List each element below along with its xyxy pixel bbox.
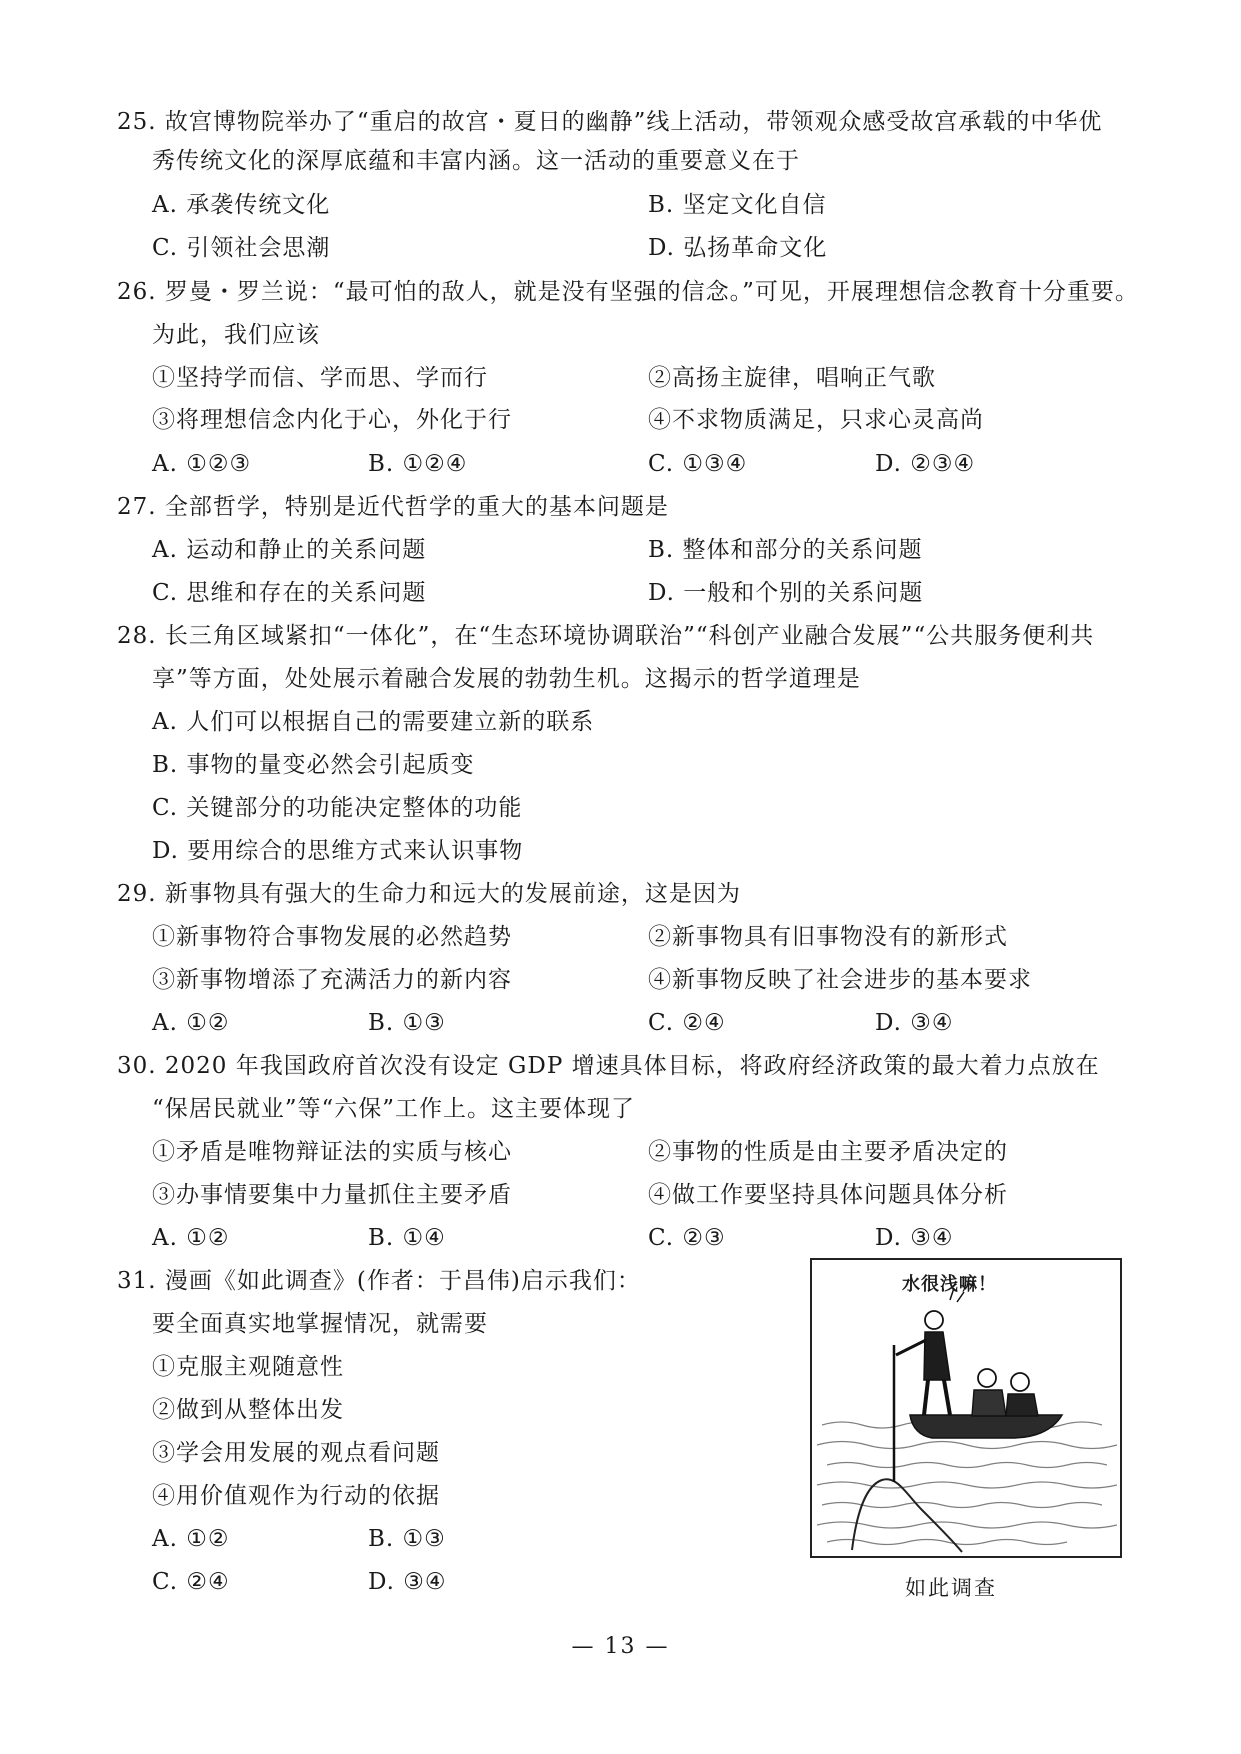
q29-item-3: ③新事物增添了充满活力的新内容 [152,967,512,993]
q30-option-d: D. ③④ [875,1225,954,1251]
q28-option-a: A. 人们可以根据自己的需要建立新的联系 [152,709,595,735]
q29-option-a: A. ①② [152,1010,230,1036]
man-legs [924,1380,950,1415]
q28-option-d: D. 要用综合的思维方式来认识事物 [152,838,524,864]
q29-stem-line1: 29. 新事物具有强大的生命力和远大的发展前途，这是因为 [117,881,741,907]
q27-option-c: C. 思维和存在的关系问题 [152,580,427,606]
q28-stem-line2: 享”等方面，处处展示着融合发展的勃勃生机。这揭示的哲学道理是 [152,666,861,692]
q25-option-d: D. 弘扬革命文化 [648,235,828,261]
q27-option-a: A. 运动和静止的关系问题 [152,537,427,563]
page-number: — 13 — [571,1634,670,1659]
q27-option-b: B. 整体和部分的关系问题 [648,537,923,563]
q30-item-4: ④做工作要坚持具体问题具体分析 [648,1182,1008,1208]
q26-item-2: ②高扬主旋律，唱响正气歌 [648,365,936,391]
q25-option-c: C. 引领社会思潮 [152,235,331,261]
q31-item-3: ③学会用发展的观点看问题 [152,1440,440,1466]
q25-stem-line2: 秀传统文化的深厚底蕴和丰富内涵。这一活动的重要意义在于 [152,148,800,174]
q26-option-c: C. ①③④ [648,451,748,477]
q30-option-c: C. ②③ [648,1225,726,1251]
seated-man-1-head [978,1369,996,1387]
q30-item-3: ③办事情要集中力量抓住主要矛盾 [152,1182,512,1208]
seated-man-2-head [1011,1373,1029,1391]
q28-stem-line1: 28. 长三角区域紧扣“一体化”，在“生态环境协调联治”“科创产业融合发展”“公共服务便利共 [117,623,1095,649]
q31-option-c: C. ②④ [152,1569,230,1595]
q26-item-3: ③将理想信念内化于心，外化于行 [152,407,512,433]
q31-option-d: D. ③④ [368,1569,447,1595]
q26-stem-line2: 为此，我们应该 [152,322,320,348]
q27-stem-line1: 27. 全部哲学，特别是近代哲学的重大的基本问题是 [117,494,669,520]
q31-item-4: ④用价值观作为行动的依据 [152,1483,440,1509]
q30-item-2: ②事物的性质是由主要矛盾决定的 [648,1139,1008,1165]
q31-item-2: ②做到从整体出发 [152,1397,344,1423]
man-arm [896,1340,926,1355]
q30-option-a: A. ①② [152,1225,230,1251]
q25-option-a: A. 承袭传统文化 [152,192,331,218]
q26-item-4: ④不求物质满足，只求心灵高尚 [648,407,984,433]
q26-item-1: ①坚持学而信、学而思、学而行 [152,365,488,391]
q28-option-b: B. 事物的量变必然会引起质变 [152,752,475,778]
q29-option-b: B. ①③ [368,1010,446,1036]
q29-option-d: D. ③④ [875,1010,954,1036]
q30-option-b: B. ①④ [368,1225,446,1251]
q26-stem-line1: 26. 罗曼・罗兰说：“最可怕的敌人，就是没有坚强的信念。”可见，开展理想信念教育十分重要。 [117,279,1139,305]
q31-item-1: ①克服主观随意性 [152,1354,344,1380]
q28-option-c: C. 关键部分的功能决定整体的功能 [152,795,523,821]
q26-option-b: B. ①②④ [368,451,468,477]
cartoon-speech-text: 水很浅嘛！ [902,1274,997,1295]
q27-option-d: D. 一般和个别的关系问题 [648,580,924,606]
q29-item-4: ④新事物反映了社会进步的基本要求 [648,967,1032,993]
q29-item-1: ①新事物符合事物发展的必然趋势 [152,924,512,950]
q26-option-a: A. ①②③ [152,451,252,477]
seated-man-1-body [972,1390,1006,1416]
q30-stem-line2: “保居民就业”等“六保”工作上。这主要体现了 [152,1096,636,1122]
man-head [925,1311,943,1329]
cartoon-illustration [812,1260,1120,1556]
q31-option-a: A. ①② [152,1526,230,1552]
seated-man-2-body [1006,1394,1038,1416]
q30-item-1: ①矛盾是唯物辩证法的实质与核心 [152,1139,512,1165]
q31-stem-line1: 31. 漫画《如此调查》(作者：于昌伟)启示我们： [117,1268,641,1294]
q30-stem-line1: 30. 2020 年我国政府首次没有设定 GDP 增速具体目标，将政府经济政策的最大着力点放在 [117,1053,1100,1079]
q25-option-b: B. 坚定文化自信 [648,192,827,218]
q29-option-c: C. ②④ [648,1010,726,1036]
exclaim-marks [950,1288,964,1302]
boat [910,1415,1062,1438]
cartoon-frame [810,1258,1122,1558]
water-waves [817,1422,1117,1545]
man-body [924,1332,950,1380]
q31-option-b: B. ①③ [368,1526,446,1552]
q29-item-2: ②新事物具有旧事物没有的新形式 [648,924,1008,950]
q26-option-d: D. ②③④ [875,451,976,477]
cartoon-caption: 如此调查 [905,1576,997,1600]
q25-stem-line1: 25. 故宫博物院举办了“重启的故宫・夏日的幽静”线上活动，带领观众感受故宫承载的中华优 [117,109,1103,135]
q31-stem-line2: 要全面真实地掌握情况，就需要 [152,1311,488,1337]
